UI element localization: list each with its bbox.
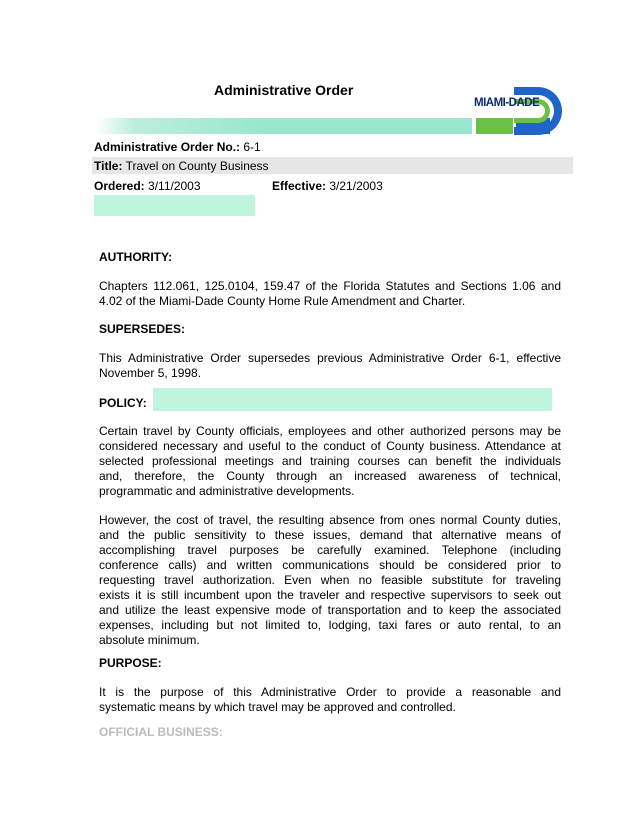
effective-label: Effective:	[272, 179, 327, 193]
ordered-value: 3/11/2003	[148, 179, 201, 193]
order-number	[94, 140, 261, 154]
text-line: exists it is still incumbent upon the traveler and respective supervisors to seek out	[99, 588, 561, 602]
logo-wordmark: MIAMI-DADE	[474, 97, 540, 109]
text-line: November 5, 1998.	[99, 366, 202, 380]
highlight-box	[94, 195, 255, 216]
authority-heading: AUTHORITY:	[99, 250, 173, 264]
page-title: Administrative Order	[214, 82, 354, 98]
policy-heading: POLICY:	[99, 396, 147, 410]
text-line: selected professional meetings and training courses can benefit the individuals	[99, 454, 561, 468]
policy-highlight-box	[153, 388, 552, 411]
order-number-label: Administrative Order No.:	[94, 140, 241, 154]
title-value: Travel on County Business	[125, 159, 269, 173]
purpose-heading: PURPOSE:	[99, 656, 162, 670]
miami-dade-logo	[508, 85, 570, 137]
next-section-heading-cutoff: OFFICIAL BUSINESS:	[99, 725, 223, 739]
authority-paragraph	[99, 279, 561, 309]
text-line: Certain travel by County officials, employees and other authorized persons may be	[99, 424, 561, 438]
purpose-paragraph	[99, 685, 561, 715]
text-line: requesting travel authorization. Even when no feasible substitute for traveling	[99, 573, 561, 587]
text-line: Chapters 112.061, 125.0104, 159.47 of the Florida Statutes and Sections 1.06 and	[99, 279, 561, 293]
text-line: 4.02 of the Miami-Dade County Home Rule Amendment and Charter.	[99, 294, 466, 308]
policy-paragraph-1	[99, 424, 561, 499]
supersedes-heading: SUPERSEDES:	[99, 322, 186, 336]
ordered-date	[94, 179, 201, 193]
header-banner	[96, 118, 472, 134]
text-line: accomplishing travel purposes be carefully examined. Telephone (including	[99, 543, 561, 557]
text-line: and, therefore, the County through an increased awareness of technical,	[99, 469, 561, 483]
text-line: and utilize the least expensive mode of transportation and to keep the associated	[99, 603, 561, 617]
text-line: However, the cost of travel, the resulting absence from ones normal County duties,	[99, 513, 561, 527]
text-line: programmatic and administrative developments.	[99, 484, 355, 498]
policy-paragraph-2	[99, 513, 561, 648]
text-line: It is the purpose of this Administrative Order to provide a reasonable and	[99, 685, 561, 699]
text-line: conference calls) and written communications should be considered prior to	[99, 558, 561, 572]
title-label: Title:	[94, 159, 123, 173]
order-number-value: 6-1	[243, 140, 261, 154]
text-line: considered necessary and useful to the conduct of County business. Attendance at	[99, 439, 561, 453]
text-line: absolute minimum.	[99, 633, 200, 647]
effective-date	[272, 179, 383, 193]
text-line: This Administrative Order supersedes previous Administrative Order 6-1, effective	[99, 351, 561, 365]
supersedes-paragraph	[99, 351, 561, 381]
text-line: and the public sensitivity to these issues, demand that alternative means of	[99, 528, 561, 542]
effective-value: 3/21/2003	[329, 179, 383, 193]
order-title	[94, 159, 269, 173]
text-line: systematic means by which travel may be approved and controlled.	[99, 700, 456, 714]
ordered-label: Ordered:	[94, 179, 145, 193]
text-line: expenses, including but not limited to, lodging, taxi fares or auto rental, to an	[99, 618, 561, 632]
